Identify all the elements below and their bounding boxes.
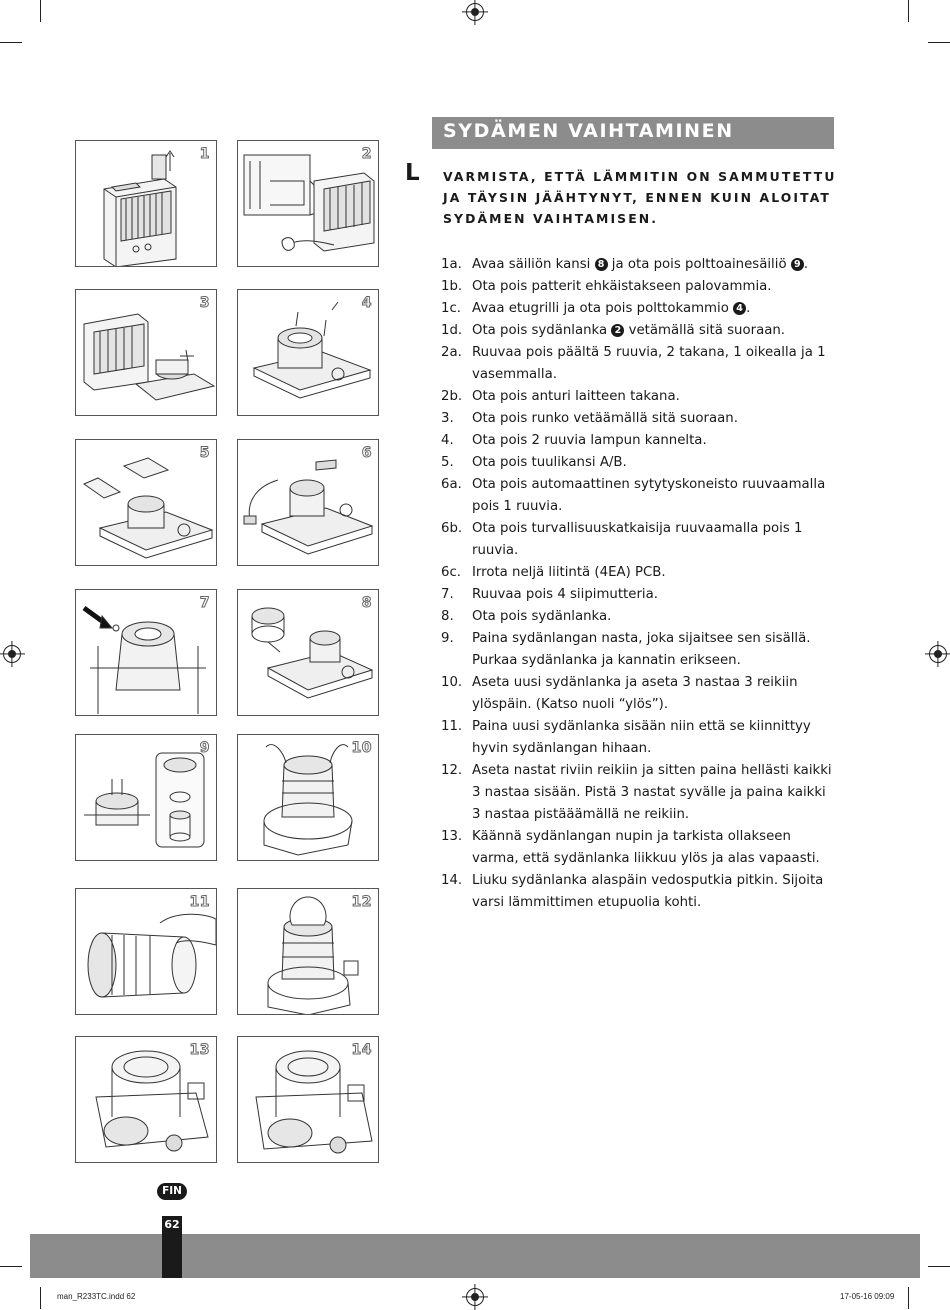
figure-number: 2 xyxy=(361,146,372,162)
figure-panel-1 xyxy=(75,140,217,267)
step-number: 2b. xyxy=(441,389,463,404)
step-number: 9. xyxy=(441,631,454,646)
figure-number: 3 xyxy=(199,295,210,311)
instruction-step xyxy=(441,826,836,870)
instruction-step xyxy=(441,276,836,298)
step-number: 1b. xyxy=(441,279,463,294)
instruction-step xyxy=(441,430,836,452)
step-number: 3. xyxy=(441,411,454,426)
figure-panel-14 xyxy=(237,1036,379,1163)
registration-mark-icon xyxy=(466,3,484,21)
instruction-step xyxy=(441,628,836,672)
instruction-step xyxy=(441,254,836,276)
step-number: 8. xyxy=(441,609,454,624)
step-text: Irrota neljä liitintä (4EA) PCB. xyxy=(472,565,666,580)
crop-mark xyxy=(928,42,950,43)
instruction-step xyxy=(441,386,836,408)
instruction-step xyxy=(441,342,836,386)
language-badge: FIN xyxy=(157,1183,187,1200)
instruction-step xyxy=(441,562,836,584)
part-number-badge: 2 xyxy=(611,324,624,337)
crop-mark xyxy=(908,0,909,22)
step-text: Ruuvaa pois 4 siipimutteria. xyxy=(472,587,658,602)
crop-mark xyxy=(40,0,41,22)
figure-panel-8 xyxy=(237,589,379,716)
warning-text: VARMISTA, ETTÄ LÄMMITIN ON SAMMUTETTU JA TÄYSIN JÄÄHTYNYT, ENNEN KUIN ALOITAT SYDÄMEN VAIHTAMISEN. xyxy=(443,169,837,226)
section-title: SYDÄMEN VAIHTAMINEN xyxy=(443,120,734,142)
step-text: Ota pois runko vetäämällä sitä suoraan. xyxy=(472,411,738,426)
section-letter: L xyxy=(405,160,420,186)
step-text: Liuku sydänlanka alaspäin vedosputkia pitkin. Sijoita varsi lämmittimen etupuolia kohti. xyxy=(472,873,824,910)
figure-number: 4 xyxy=(361,295,372,311)
step-text: Paina uusi sydänlanka sisään niin että se kiinnittyy hyvin sydänlangan hihaan. xyxy=(472,719,811,756)
step-number: 2a. xyxy=(441,345,462,360)
step-text: Ota pois sydänlanka. xyxy=(472,609,612,624)
step-number: 14. xyxy=(441,873,463,888)
step-text: Paina sydänlangan nasta, joka sijaitsee sen sisällä. Purkaa sydänlanka ja kannatin erikseen. xyxy=(472,631,811,668)
crop-mark xyxy=(0,42,22,43)
figure-panel-9 xyxy=(75,734,217,861)
figure-number: 5 xyxy=(199,445,210,461)
figure-panel-2 xyxy=(237,140,379,267)
figure-panel-4 xyxy=(237,289,379,416)
part-number-badge: 9 xyxy=(791,258,804,271)
instruction-step xyxy=(441,320,836,342)
figure-number: 14 xyxy=(351,1042,372,1058)
step-number: 1d. xyxy=(441,323,463,338)
instruction-step xyxy=(441,518,836,562)
registration-mark-icon xyxy=(3,645,21,663)
step-text: Ota pois patterit ehkäistakseen palovammia. xyxy=(472,279,772,294)
step-number: 6a. xyxy=(441,477,462,492)
figure-number: 6 xyxy=(361,445,372,461)
registration-mark-icon xyxy=(929,645,947,663)
step-text: Ota pois 2 ruuvia lampun kannelta. xyxy=(472,433,707,448)
figure-number: 12 xyxy=(351,894,372,910)
step-text: Käännä sydänlangan nupin ja tarkista ollakseen varma, että sydänlanka liikkuu ylös ja alas vapaasti. xyxy=(472,829,820,866)
figure-number: 10 xyxy=(351,740,372,756)
figure-number: 11 xyxy=(189,894,210,910)
step-number: 13. xyxy=(441,829,463,844)
step-text: Ota pois anturi laitteen takana. xyxy=(472,389,680,404)
crop-mark xyxy=(908,1287,909,1309)
section-title-bar xyxy=(432,117,834,149)
page-number: 62 xyxy=(164,1218,180,1231)
step-number: 7. xyxy=(441,587,454,602)
step-text: Aseta nastat riviin reikiin ja sitten paina hellästi kaikki 3 nastaa sisään. Pistä 3 nastat syvälle ja paina kaikki 3 nastaa pistääämällä ne reikiin. xyxy=(472,763,832,822)
step-number: 10. xyxy=(441,675,463,690)
step-number: 6c. xyxy=(441,565,461,580)
instruction-step xyxy=(441,672,836,716)
step-text: Ota pois sydänlanka 2 vetämällä sitä suoraan. xyxy=(472,323,786,338)
step-text: Avaa säiliön kansi 8 ja ota pois polttoainesäiliö 9 . xyxy=(472,257,809,272)
figure-number: 1 xyxy=(199,146,210,162)
figure-panel-3 xyxy=(75,289,217,416)
instruction-step xyxy=(441,760,836,826)
step-text: Aseta uusi sydänlanka ja aseta 3 nastaa 3 reikiin ylöspäin. (Katso nuoli “ylös”). xyxy=(472,675,798,712)
step-number: 6b. xyxy=(441,521,463,536)
step-text: Ota pois turvallisuuskatkaisija ruuvaamalla pois 1 ruuvia. xyxy=(472,521,803,558)
step-text: Ota pois automaattinen sytytyskoneisto ruuvaamalla pois 1 ruuvia. xyxy=(472,477,826,514)
crop-mark xyxy=(928,1266,950,1267)
figure-number: 9 xyxy=(199,740,210,756)
figure-panel-11 xyxy=(75,888,217,1015)
step-text: Ota pois tuulikansi A/B. xyxy=(472,455,627,470)
instruction-step xyxy=(441,298,836,320)
slug-right: 17-05-16 09:09 xyxy=(840,1292,895,1301)
instruction-step xyxy=(441,606,836,628)
figure-number: 8 xyxy=(361,595,372,611)
step-text: Avaa etugrilli ja ota pois polttokammio 4 . xyxy=(472,301,751,316)
step-number: 4. xyxy=(441,433,454,448)
step-number: 1a. xyxy=(441,257,462,272)
instruction-step xyxy=(441,408,836,430)
step-number: 12. xyxy=(441,763,463,778)
instruction-step xyxy=(441,452,836,474)
part-number-badge: 4 xyxy=(733,302,746,315)
figure-panel-5 xyxy=(75,439,217,566)
step-number: 5. xyxy=(441,455,454,470)
instruction-step xyxy=(441,474,836,518)
registration-mark-icon xyxy=(466,1288,484,1306)
figure-number: 7 xyxy=(199,595,210,611)
figure-panel-7 xyxy=(75,589,217,716)
slug-left: man_R233TC.indd 62 xyxy=(57,1292,136,1301)
figure-panel-13 xyxy=(75,1036,217,1163)
crop-mark xyxy=(0,1266,22,1267)
step-number: 11. xyxy=(441,719,463,734)
instruction-step xyxy=(441,870,836,914)
figure-panel-10 xyxy=(237,734,379,861)
crop-mark xyxy=(40,1287,41,1309)
step-text: Ruuvaa pois päältä 5 ruuvia, 2 takana, 1 oikealla ja 1 vasemmalla. xyxy=(472,345,826,382)
figure-number: 13 xyxy=(189,1042,210,1058)
instruction-step xyxy=(441,716,836,760)
part-number-badge: 8 xyxy=(595,258,608,271)
step-number: 1c. xyxy=(441,301,461,316)
instruction-step xyxy=(441,584,836,606)
figure-panel-12 xyxy=(237,888,379,1015)
figure-panel-6 xyxy=(237,439,379,566)
instruction-list xyxy=(441,254,836,914)
